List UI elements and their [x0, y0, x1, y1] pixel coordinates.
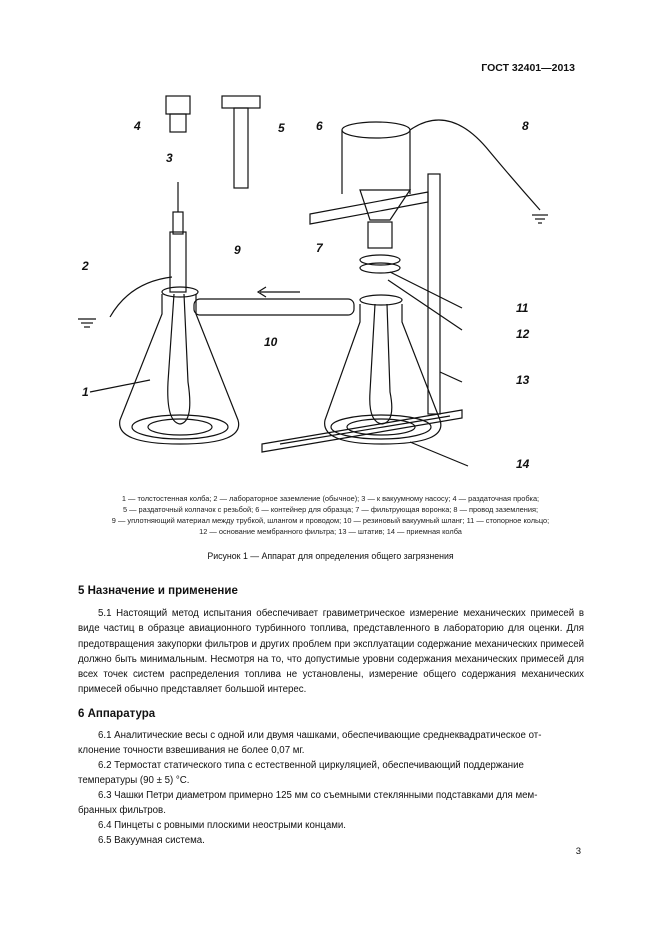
legend-line: 9 — уплотняющий материал между трубкой, шлангом и проводом; 10 — резиновый вакуумный шланг; 11 — стопорное кольцо;	[111, 516, 550, 525]
item-6-1-line2: клонение точности взвешивания не более 0,07 мг.	[78, 745, 305, 756]
callout-8: 8	[522, 119, 529, 133]
callout-6: 6	[316, 119, 323, 133]
legend-line: 1 — толстостенная колба; 2 — лабораторное заземление (обычное); 3 — к вакуумному насосу; 4 — раздаточная пробка;	[121, 494, 540, 503]
item-6-4: 6.4 Пинцеты с ровными плоскими неострыми концами.	[98, 820, 346, 831]
callout-13: 13	[516, 373, 530, 387]
callout-3: 3	[166, 151, 173, 165]
item-6-2-line2: температуры (90 ± 5) °С.	[78, 775, 190, 786]
item-6-1-line1: 6.1 Аналитические весы с одной или двумя чашками, обеспечивающие среднеквадратическое от-	[98, 730, 542, 741]
item-6-2-line1: 6.2 Термостат статического типа с естественной циркуляцией, обеспечивающий поддержание	[98, 760, 524, 771]
callout-4: 4	[134, 119, 141, 133]
page-number: 3	[575, 846, 581, 857]
section-5-heading: 5 Назначение и применение	[78, 585, 238, 597]
item-6-5: 6.5 Вакуумная система.	[98, 835, 205, 846]
callout-7: 7	[316, 241, 323, 255]
figure-title: Рисунок 1 — Аппарат для определения общего загрязнения	[207, 551, 454, 561]
section-6-heading: 6 Аппаратура	[78, 708, 156, 720]
callout-11: 11	[516, 301, 529, 315]
item-6-3-line1: 6.3 Чашки Петри диаметром примерно 125 мм со съемными стеклянными подставками для мем-	[98, 790, 538, 801]
callout-5: 5	[278, 121, 285, 135]
figure-legend	[50, 493, 611, 537]
callout-14: 14	[516, 457, 530, 471]
callout-2: 2	[82, 259, 89, 273]
legend-line: 12 — основание мембранного фильтра; 13 — штатив; 14 — приемная колба	[199, 527, 462, 536]
standard-header: ГОСТ 32401—2013	[481, 62, 575, 74]
legend-line: 5 — раздаточный колпачок с резьбой; 6 — контейнер для образца; 7 — фильтрующая воронка; 8 — провод заземления;	[122, 505, 539, 514]
callout-9: 9	[234, 243, 241, 257]
callout-10: 10	[264, 335, 278, 349]
item-6-3-line2: бранных фильтров.	[78, 805, 166, 816]
apparatus-figure	[70, 82, 570, 482]
section-5-paragraph: 5.1 Настоящий метод испытания обеспечивает гравиметрическое измерение механических примесей в виде частиц в образце авиационного турбинного топлива, представленного в лабораторию для оценки. Для предотвращения закупорки фильтров и других проблем при эксплуатации содержание механических примесей должно быть минимальным. Несмотря на то, что допустимые уровни содержания механических примесей для всех точек систем распределения топлива не установлены, измерение общего содержания механических примесей обычно представляет большой интерес.	[78, 608, 584, 696]
callout-1: 1	[82, 385, 89, 399]
callout-12: 12	[516, 327, 530, 341]
